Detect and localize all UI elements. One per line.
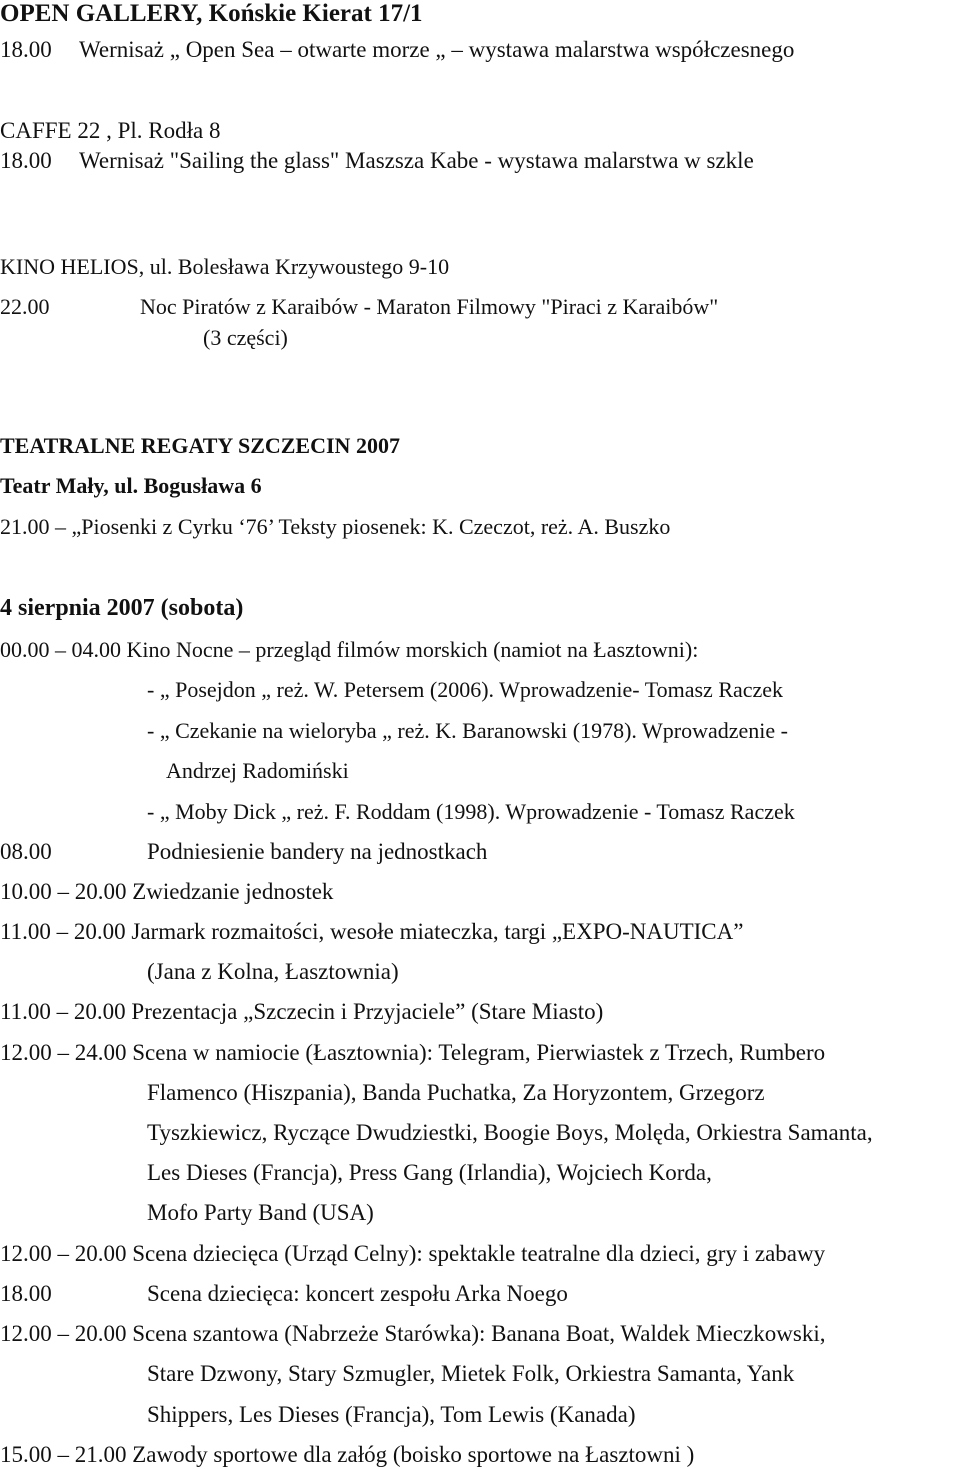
venue-heading-kino-helios: KINO HELIOS, ul. Bolesława Krzywoustego 9-10	[0, 254, 450, 279]
event-continuation: (3 części)	[203, 325, 288, 350]
event-line: 12.00 – 20.00 Scena dziecięca (Urząd Celny): spektakle teatralne dla dzieci, gry i zabawy	[0, 1241, 826, 1266]
event-continuation: Tyszkiewicz, Ryczące Dwudziestki, Boogie Boys, Molęda, Orkiestra Samanta,	[147, 1120, 873, 1145]
event-time: 18.00	[0, 37, 52, 62]
event-continuation: Shippers, Les Dieses (Francja), Tom Lewis (Kanada)	[147, 1402, 636, 1427]
event-continuation: (Jana z Kolna, Łasztownia)	[147, 959, 399, 984]
event-description: Scena dziecięca: koncert zespołu Arka Noego	[147, 1281, 568, 1306]
venue-heading-teatr-maly: Teatr Mały, ul. Bogusława 6	[0, 473, 262, 498]
event-line: 12.00 – 24.00 Scena w namiocie (Łasztownia): Telegram, Pierwiastek z Trzech, Rumbero	[0, 1040, 826, 1065]
event-line: 15.00 – 21.00 Zawody sportowe dla załóg (boisko sportowe na Łasztowni )	[0, 1442, 695, 1467]
event-continuation: Flamenco (Hiszpania), Banda Puchatka, Za Horyzontem, Grzegorz	[147, 1080, 765, 1105]
event-continuation: Mofo Party Band (USA)	[147, 1200, 374, 1225]
film-item: - „ Czekanie na wieloryba „ reż. K. Baranowski (1978). Wprowadzenie -	[147, 718, 788, 743]
film-item-continuation: Andrzej Radomiński	[166, 758, 349, 783]
event-continuation: Les Dieses (Francja), Press Gang (Irlandia), Wojciech Korda,	[147, 1160, 712, 1185]
event-line: 11.00 – 20.00 Jarmark rozmaitości, wesołe miateczka, targi „EXPO-NAUTICA”	[0, 919, 744, 944]
event-time: 22.00	[0, 294, 50, 319]
event-description: Podniesienie bandery na jednostkach	[147, 839, 488, 864]
event-description: Wernisaż "Sailing the glass" Maszsza Kabe - wystawa malarstwa w szkle	[79, 148, 754, 173]
event-line: 10.00 – 20.00 Zwiedzanie jednostek	[0, 879, 334, 904]
event-time: 18.00	[0, 1281, 52, 1306]
event-continuation: Stare Dzwony, Stary Szmugler, Mietek Folk, Orkiestra Samanta, Yank	[147, 1361, 795, 1386]
event-line: 12.00 – 20.00 Scena szantowa (Nabrzeże Starówka): Banana Boat, Waldek Mieczkowski,	[0, 1321, 826, 1346]
event-line: 00.00 – 04.00 Kino Nocne – przegląd filmów morskich (namiot na Łasztowni):	[0, 637, 699, 662]
section-heading-teatralne-regaty: TEATRALNE REGATY SZCZECIN 2007	[0, 433, 400, 458]
film-item: - „ Moby Dick „ reż. F. Roddam (1998). Wprowadzenie - Tomasz Raczek	[147, 799, 795, 824]
event-time: 18.00	[0, 148, 52, 173]
event-time: 08.00	[0, 839, 52, 864]
event-description: Noc Piratów z Karaibów - Maraton Filmowy "Piraci z Karaibów"	[140, 294, 719, 319]
event-line: 21.00 – „Piosenki z Cyrku ‘76’ Teksty piosenek: K. Czeczot, reż. A. Buszko	[0, 514, 671, 539]
date-heading: 4 sierpnia 2007 (sobota)	[0, 595, 244, 621]
venue-heading-open-gallery: OPEN GALLERY, Końskie Kierat 17/1	[0, 0, 423, 27]
event-line: 11.00 – 20.00 Prezentacja „Szczecin i Przyjaciele” (Stare Miasto)	[0, 999, 604, 1024]
venue-heading-caffe: CAFFE 22 , Pl. Rodła 8	[0, 118, 221, 143]
film-item: - „ Posejdon „ reż. W. Petersem (2006). Wprowadzenie- Tomasz Raczek	[147, 677, 784, 702]
event-description: Wernisaż „ Open Sea – otwarte morze „ – wystawa malarstwa współczesnego	[79, 37, 795, 62]
